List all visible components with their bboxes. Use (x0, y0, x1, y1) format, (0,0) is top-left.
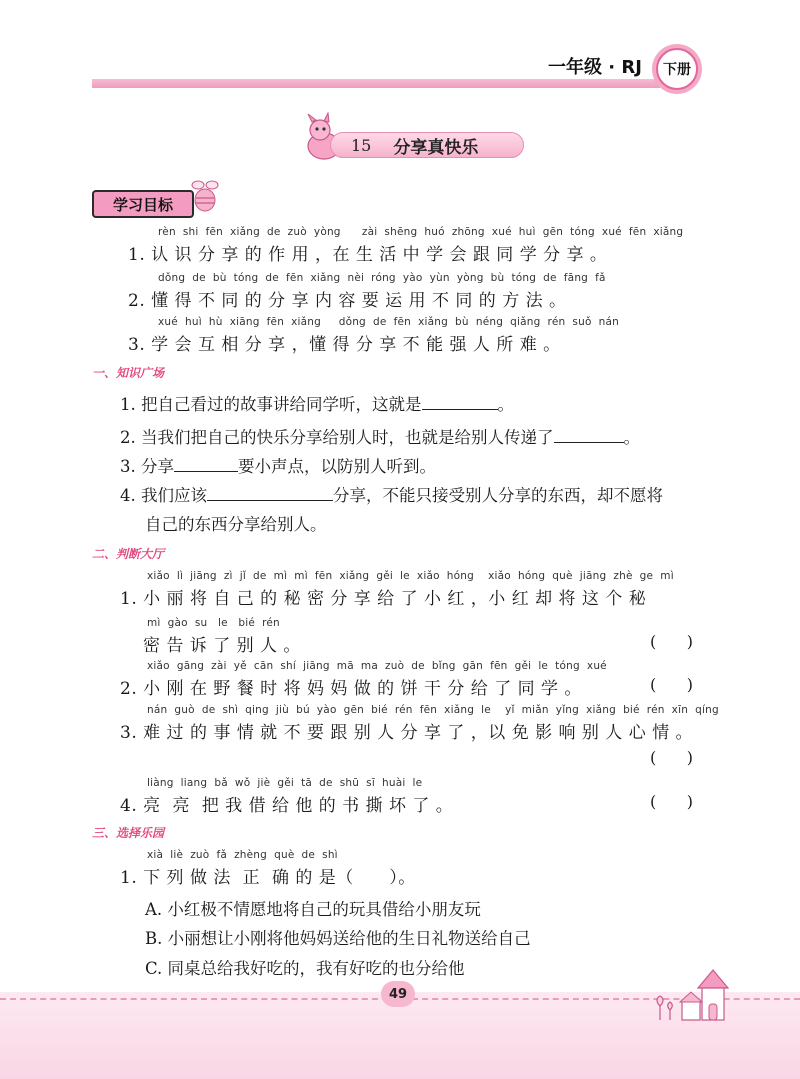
s1-question-3 (120, 453, 436, 477)
s1-q3-text: 分享 (141, 457, 174, 476)
lesson-number: 15 (351, 135, 372, 155)
goal-1-pinyin: rèn shi fēn xiǎng de zuò yòng zài shēng huó zhōng xué huì gēn tóng xué fēn xiǎng (158, 226, 684, 238)
section-3-heading: 三、选择乐园 (92, 826, 165, 840)
lesson-title: 分享真快乐 (393, 137, 479, 158)
castle-illustration-icon (652, 966, 736, 1022)
s1-q4-number: 4. (120, 486, 136, 505)
volume-label: 下册 (656, 48, 698, 90)
s1-q4-end: 分享，不能只接受别人分享的东西，却不愿将 (333, 486, 663, 505)
goal-1 (128, 240, 607, 265)
s2-item-1 (120, 584, 646, 609)
s2-item-1-line2: 密 告 诉 了 别 人 。 (143, 636, 301, 656)
s3-q1-number: 1. (120, 868, 138, 888)
s1-q2-end: 。 (623, 428, 640, 447)
answer-blank[interactable] (174, 457, 238, 472)
option-c[interactable]: C. 同桌总给我好吃的，我有好吃的也分给他 (145, 959, 465, 978)
s1-q3-end: 要小声点，以防别人听到。 (238, 457, 436, 476)
s1-q3-number: 3. (120, 457, 136, 476)
s2-item-2-number: 2. (120, 679, 138, 699)
grade-label: 一年级 · RJ (548, 57, 642, 78)
lesson-title-box (330, 132, 524, 158)
s2-item-2 (120, 674, 582, 699)
section-1-heading: 一、知识广场 (92, 366, 165, 380)
answer-blank[interactable] (554, 428, 624, 443)
judge-answer-box[interactable]: ( ) (650, 792, 693, 811)
goal-1-text: 认 识 分 享 的 作 用 ，在 生 活 中 学 会 跟 同 学 分 享 。 (151, 245, 608, 265)
s1-question-1 (120, 391, 514, 415)
judge-answer-box[interactable]: ( ) (650, 748, 693, 767)
s2-item-1-pinyin: xiǎo lì jiāng zì jǐ de mì mì fēn xiǎng gěi le xiǎo hóng xiǎo hóng què jiāng zhè ge mì (147, 570, 674, 582)
s3-q1-text: 下 列 做 法 正 确 的 是（ ）。 (143, 868, 416, 888)
s2-item-1-text: 小 丽 将 自 己 的 秘 密 分 享 给 了 小 红 ，小 红 却 将 这 个 秘 (143, 589, 647, 609)
s2-item-4-number: 4. (120, 796, 138, 816)
s1-q1-number: 1. (120, 395, 136, 414)
section-2-heading: 二、判断大厅 (92, 547, 165, 561)
option-b[interactable]: B. 小丽想让小刚将他妈妈送给他的生日礼物送给自己 (145, 929, 531, 948)
s2-item-4 (120, 791, 453, 816)
s1-question-2 (120, 424, 640, 448)
s2-item-4-pinyin: liàng liang bǎ wǒ jiè gěi tā de shū sī huài le (147, 777, 423, 789)
goal-2 (128, 286, 567, 311)
goal-2-number: 2. (128, 291, 146, 311)
goals-heading: 学习目标 (92, 190, 194, 218)
s1-q4-line2: 自己的东西分享给别人。 (145, 515, 327, 534)
s1-q4-text: 我们应该 (141, 486, 207, 505)
s2-item-3-pinyin: nán guò de shì qing jiù bú yào gēn bié rén fēn xiǎng le yǐ miǎn yǐng xiǎng bié rén xīn qíng (147, 704, 719, 716)
s2-item-2-pinyin: xiǎo gāng zài yě cān shí jiāng mā ma zuò de bǐng gān fēn gěi le tóng xué (147, 660, 607, 672)
s1-q2-number: 2. (120, 428, 136, 447)
s2-item-3 (120, 718, 693, 743)
judge-answer-box[interactable]: ( ) (650, 675, 693, 694)
goal-3-pinyin: xué huì hù xiāng fēn xiǎng dǒng de fēn xiǎng bù néng qiǎng rén suǒ nán (158, 316, 620, 328)
s2-item-3-number: 3. (120, 723, 138, 743)
s1-question-4 (120, 482, 663, 506)
s3-question-1 (120, 863, 416, 888)
s1-q1-text: 把自己看过的故事讲给同学听，这就是 (141, 395, 422, 414)
bee-icon (188, 176, 222, 216)
s1-q2-text: 当我们把自己的快乐分享给别人时，也就是给别人传递了 (141, 428, 554, 447)
volume-badge (652, 44, 702, 94)
s2-item-4-text: 亮 亮 把 我 借 给 他 的 书 撕 坏 了 。 (143, 796, 454, 816)
goal-3-text: 学 会 互 相 分 享 ，懂 得 分 享 不 能 强 人 所 难 。 (151, 335, 561, 355)
s3-q1-pinyin: xià liè zuò fǎ zhèng què de shì (147, 849, 338, 861)
goal-3 (128, 330, 561, 355)
answer-blank[interactable] (207, 486, 333, 501)
goal-3-number: 3. (128, 335, 146, 355)
s2-item-1-number: 1. (120, 589, 138, 609)
option-a[interactable]: A. 小红极不情愿地将自己的玩具借给小朋友玩 (145, 900, 481, 919)
s2-item-1-pinyin-2: mì gào su le bié rén (147, 617, 280, 629)
page-number: 49 (381, 981, 415, 1007)
s2-item-3-text: 难 过 的 事 情 就 不 要 跟 别 人 分 享 了 ，以 免 影 响 别 人 心 情 。 (143, 723, 694, 743)
goal-1-number: 1. (128, 245, 146, 265)
s2-item-2-text: 小 刚 在 野 餐 时 将 妈 妈 做 的 饼 干 分 给 了 同 学 。 (143, 679, 582, 699)
goal-2-text: 懂 得 不 同 的 分 享 内 容 要 运 用 不 同 的 方 法 。 (151, 291, 567, 311)
goal-2-pinyin: dǒng de bù tóng de fēn xiǎng nèi róng yào yùn yòng bù tóng de fāng fǎ (158, 272, 606, 284)
header-band (92, 79, 660, 88)
s1-q1-end: 。 (497, 395, 514, 414)
judge-answer-box[interactable]: ( ) (650, 632, 693, 651)
answer-blank[interactable] (422, 395, 498, 410)
